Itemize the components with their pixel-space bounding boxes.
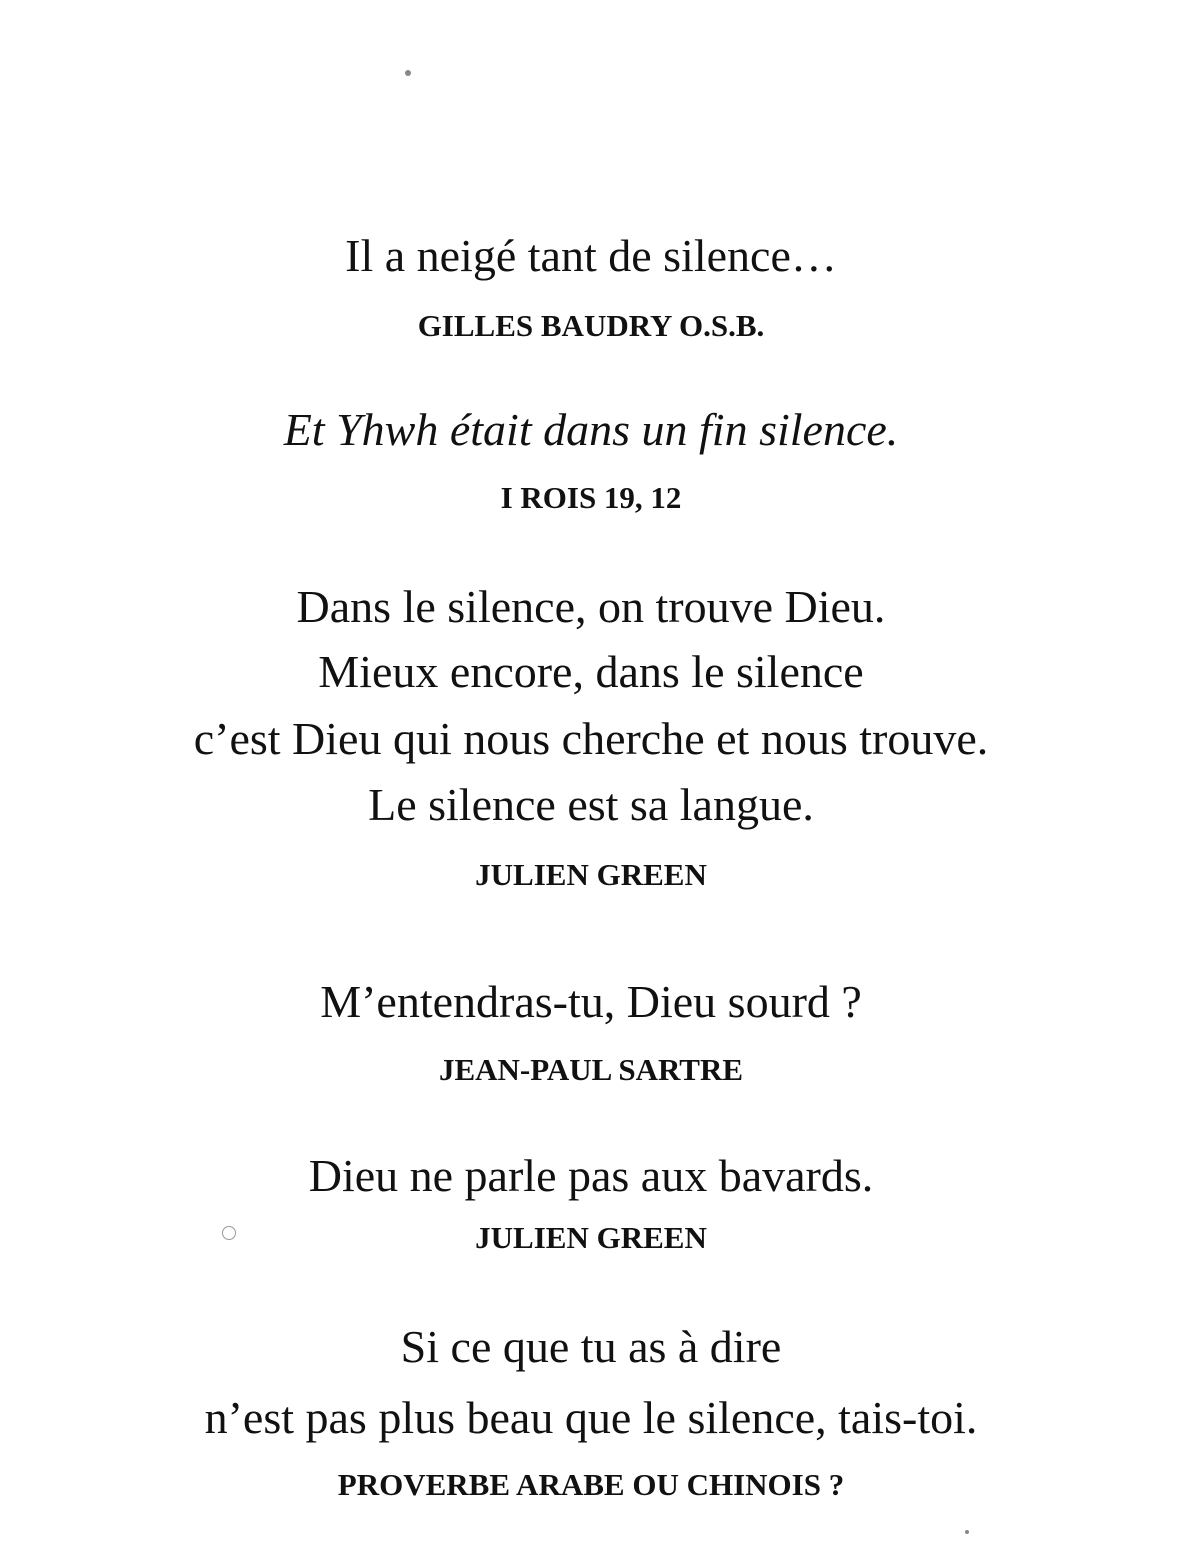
quote-3-author: JULIEN GREEN — [475, 857, 707, 892]
quote-3-line-2: Mieux encore, dans le silence — [318, 646, 864, 697]
quote-2-author: I ROIS 19, 12 — [500, 480, 682, 515]
quote-3-line-1: Dans le silence, on trouve Dieu. — [296, 581, 886, 632]
quote-6-line-1: Si ce que tu as à dire — [400, 1321, 782, 1372]
quote-1-author: GILLES BAUDRY O.S.B. — [417, 308, 765, 343]
scan-speck — [222, 1226, 236, 1240]
quote-6-author: PROVERBE ARABE OU CHINOIS ? — [337, 1467, 845, 1502]
quote-4-author: JEAN-PAUL SARTRE — [438, 1052, 744, 1087]
quote-5-author: JULIEN GREEN — [475, 1220, 707, 1255]
quote-1-line-1: Il a neigé tant de silence… — [345, 230, 837, 281]
scan-speck — [965, 1530, 969, 1534]
quote-5-line-1: Dieu ne parle pas aux bavards. — [308, 1150, 874, 1201]
quote-3-line-3: c’est Dieu qui nous cherche et nous trouve. — [193, 713, 989, 764]
quote-6-line-2: n’est pas plus beau que le silence, tais-toi. — [204, 1392, 978, 1443]
quote-3-line-4: Le silence est sa langue. — [368, 779, 814, 830]
quote-4-line-1: M’entendras-tu, Dieu sourd ? — [320, 976, 862, 1027]
quote-2-line-1: Et Yhwh était dans un fin silence. — [283, 404, 899, 455]
scan-speck — [405, 70, 411, 76]
